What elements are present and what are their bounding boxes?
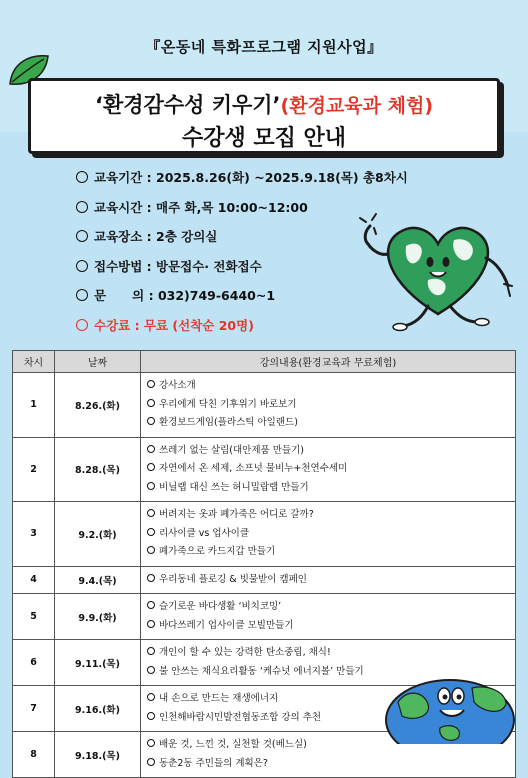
circle-bullet-icon [76, 201, 88, 213]
content-item: 환경보드게임(플라스틱 아일랜드) [147, 414, 509, 433]
content-item: 불 안쓰는 채식요리활동 ‘케슈넛 에너지볼’ 만들기 [147, 663, 509, 682]
circle-bullet-icon [76, 230, 88, 242]
session-content [141, 594, 516, 640]
circle-bullet-icon [147, 666, 155, 674]
circle-bullet-icon [147, 693, 155, 701]
session-number: 4 [13, 566, 55, 594]
content-item: 폐가죽으로 카드지갑 만들기 [147, 543, 509, 562]
session-number: 2 [13, 437, 55, 502]
circle-bullet-icon [147, 509, 155, 517]
circle-bullet-icon [76, 260, 88, 272]
session-date: 9.18.(목) [55, 732, 141, 778]
title-sub: (환경교육과 체험) [280, 95, 434, 117]
session-number: 6 [13, 640, 55, 686]
circle-bullet-icon [147, 546, 155, 554]
session-content [141, 437, 516, 502]
session-date: 8.26.(화) [55, 373, 141, 438]
earth-mascot [384, 658, 516, 744]
circle-bullet-icon [147, 482, 155, 490]
content-item: 개인이 할 수 있는 강력한 탄소중립, 채식! [147, 644, 509, 663]
session-content [141, 502, 516, 567]
content-item: 쓰레기 없는 살림(대안제품 만들기) [147, 442, 509, 461]
content-item: 인천해바람시민발전협동조합 강의 추천 [147, 709, 509, 728]
content-item: 버려지는 옷과 폐가죽은 어디로 갈까? [147, 506, 509, 525]
table-row [13, 566, 516, 594]
header-date: 날짜 [55, 351, 141, 373]
info-place: 교육장소 : 2층 강의실 [76, 227, 408, 257]
session-date: 9.2.(화) [55, 502, 141, 567]
content-item: 우리에게 닥친 기후위기 바로보기 [147, 396, 509, 415]
session-number: 7 [13, 686, 55, 732]
info-contact: 문 의 : 032)749-6440~1 [76, 286, 408, 316]
circle-bullet-icon [147, 739, 155, 747]
session-content [141, 373, 516, 438]
session-date: 8.28.(목) [55, 437, 141, 502]
content-item: 내 손으로 만드는 재생에너지 [147, 690, 509, 709]
heart-earth-mascot [358, 206, 518, 336]
session-number: 5 [13, 594, 55, 640]
info-fee: 수강료 : 무료 (선착순 20명) [76, 316, 408, 346]
content-item: 바다쓰레기 업사이클 모빌만들기 [147, 617, 509, 636]
session-date: 9.16.(화) [55, 686, 141, 732]
header-session: 차시 [13, 351, 55, 373]
circle-bullet-icon [147, 463, 155, 471]
circle-bullet-icon [147, 574, 155, 582]
content-item: 비닐랩 대신 쓰는 허니밀랍랩 만들기 [147, 479, 509, 498]
circle-bullet-icon [147, 620, 155, 628]
session-date: 9.11.(목) [55, 640, 141, 686]
session-date: 9.4.(목) [55, 566, 141, 594]
circle-bullet-icon [76, 171, 88, 183]
circle-bullet-icon [147, 399, 155, 407]
session-number: 1 [13, 373, 55, 438]
title-line-1 [31, 89, 497, 119]
circle-bullet-icon [147, 601, 155, 609]
title-line-2: 수강생 모집 안내 [181, 126, 347, 151]
program-title: 『온동네 특화프로그램 지원사업』 [145, 38, 383, 56]
circle-bullet-icon [147, 528, 155, 536]
info-apply: 접수방법 : 방문접수· 전화접수 [76, 257, 408, 287]
session-content [141, 566, 516, 594]
header-content: 강의내용(환경교육과 무료체험) [141, 351, 516, 373]
circle-bullet-icon [147, 758, 155, 766]
table-row [13, 373, 516, 438]
title-box [28, 78, 500, 154]
circle-bullet-icon [147, 647, 155, 655]
table-header-row [13, 351, 516, 373]
circle-bullet-icon [147, 380, 155, 388]
session-date: 9.9.(화) [55, 594, 141, 640]
content-item: 배운 것, 느낀 것, 실천할 것(베느실) [147, 736, 509, 755]
title-main: ‘환경감수성 키우기’ [94, 93, 281, 117]
content-item: 자연에서 온 세제, 소프넛 물비누+천연수세미 [147, 460, 509, 479]
table-row [13, 594, 516, 640]
circle-bullet-icon [147, 417, 155, 425]
content-item: 슬기로운 바다생활 ‘비치코밍’ [147, 598, 509, 617]
circle-bullet-icon [76, 289, 88, 301]
info-time: 교육시간 : 매주 화,목 10:00~12:00 [76, 198, 408, 228]
session-number: 3 [13, 502, 55, 567]
circle-bullet-icon [76, 319, 88, 331]
content-item: 동춘2동 주민들의 계획은? [147, 755, 509, 774]
table-row [13, 437, 516, 502]
content-item: 우리동네 플로깅 & 빗물받이 캠페인 [147, 571, 509, 590]
circle-bullet-icon [147, 445, 155, 453]
table-row [13, 502, 516, 567]
session-number: 8 [13, 732, 55, 778]
circle-bullet-icon [147, 712, 155, 720]
info-period: 교육기간 : 2025.8.26(화) ~2025.9.18(목) 총8차시 [76, 168, 408, 198]
content-item: 강사소개 [147, 377, 509, 396]
content-item: 리사이클 vs 업사이클 [147, 525, 509, 544]
